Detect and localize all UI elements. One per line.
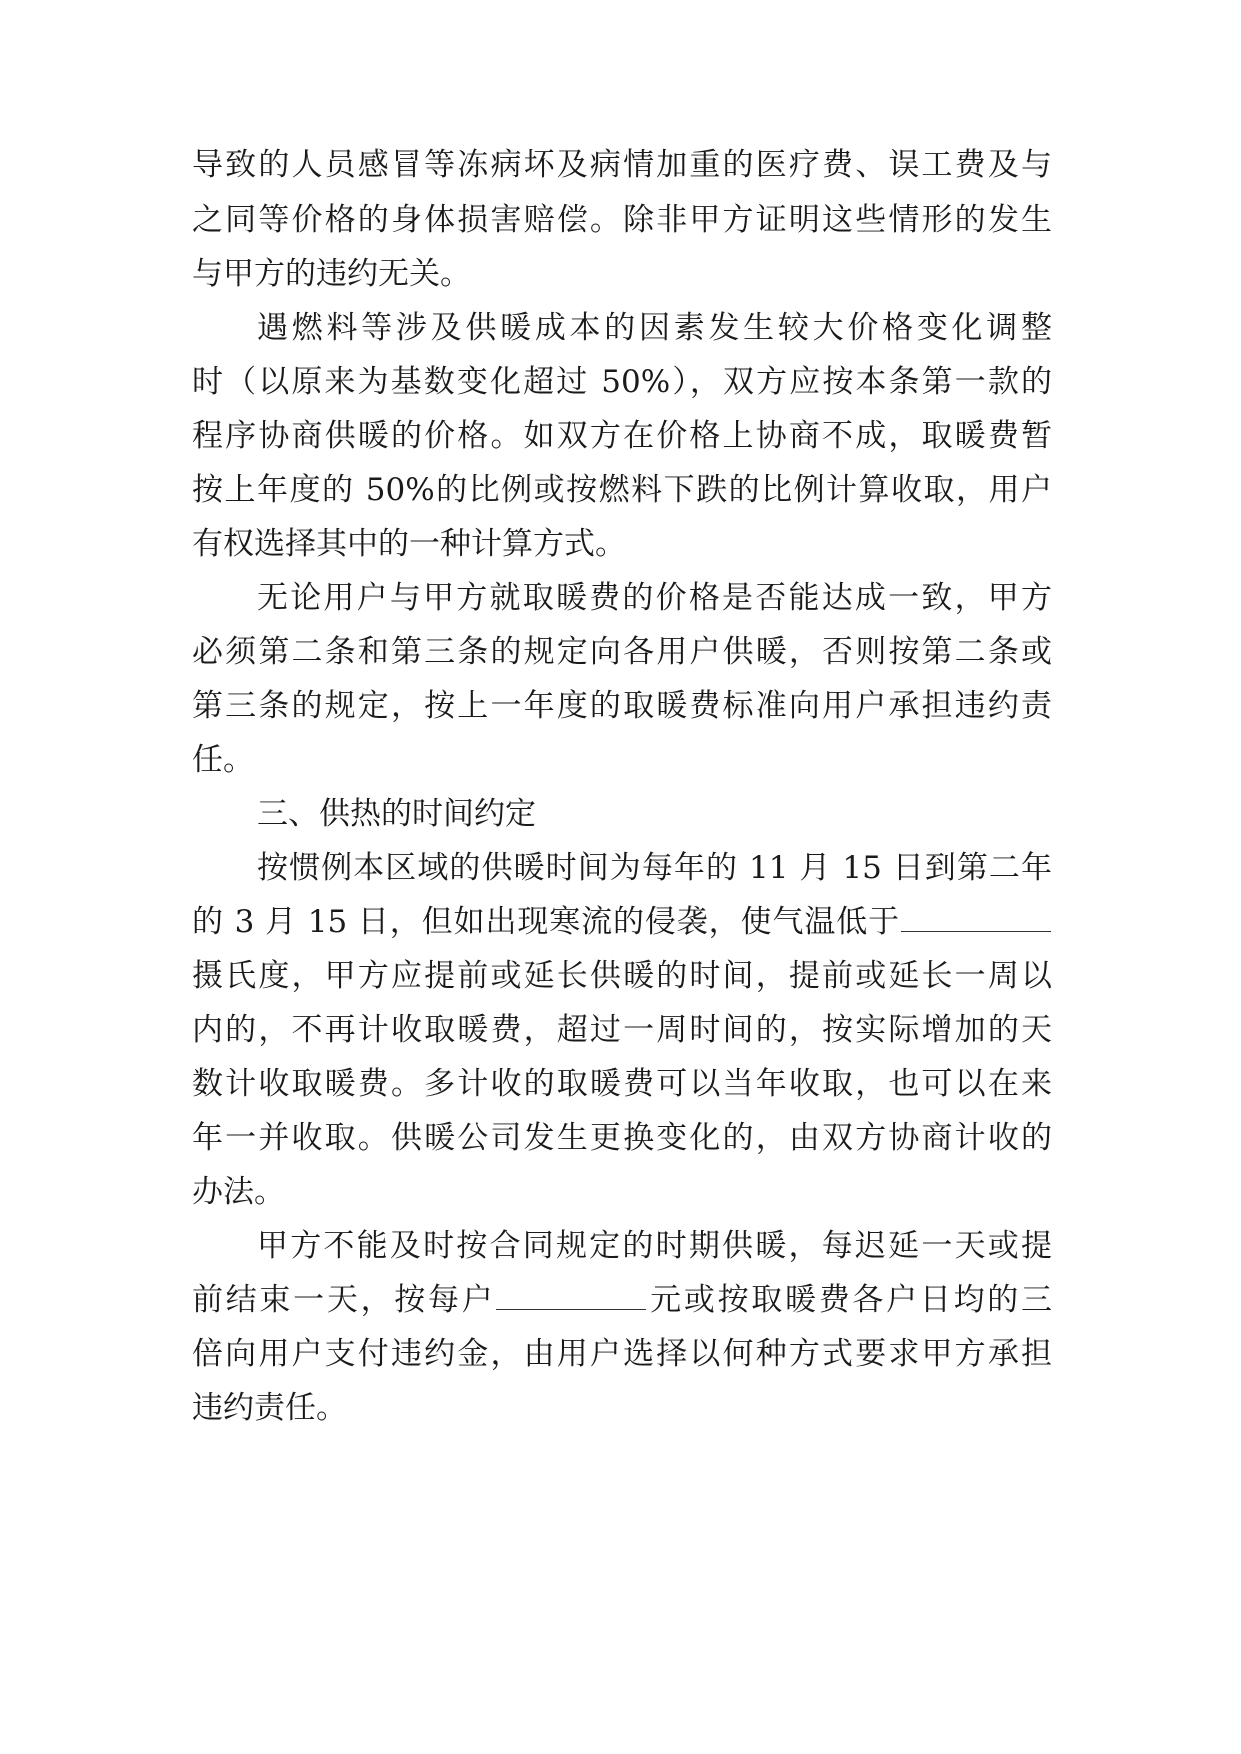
paragraph-1-line-2: 之同等价格的身体损害赔偿。除非甲方证明这些情形的发生 — [192, 202, 1052, 238]
paragraph-4-line-5: 数计收取暖费。多计收的取暖费可以当年收取，也可以在来 — [192, 1066, 1052, 1102]
paragraph-5-line-2 — [192, 1270, 1052, 1330]
paragraph-5-line-4: 违约责任。 — [192, 1390, 347, 1426]
paragraph-2-line-4: 按上年度的 50%的比例或按燃料下跌的比例计算收取，用户 — [192, 472, 1052, 508]
section-heading-3: 三、供热的时间约定 — [257, 796, 536, 832]
paragraph-4-line-6: 年一并收取。供暖公司发生更换变化的，由双方协商计收的 — [192, 1120, 1052, 1156]
paragraph-1-line-1: 导致的人员感冒等冻病坏及病情加重的医疗费、误工费及与 — [192, 147, 1052, 183]
paragraph-2-line-3: 程序协商供暖的价格。如双方在价格上协商不成，取暖费暂 — [192, 418, 1052, 454]
paragraph-4-line-7: 办法。 — [192, 1174, 285, 1210]
paragraph-5-line-1: 甲方不能及时按合同规定的时期供暖，每迟延一天或提 — [257, 1228, 1052, 1264]
paragraph-2-line-1: 遇燃料等涉及供暖成本的因素发生较大价格变化调整 — [257, 310, 1052, 346]
temperature-blank-field[interactable] — [901, 903, 1051, 932]
paragraph-3-line-2: 必须第二条和第三条的规定向各用户供暖，否则按第二条或 — [192, 634, 1052, 670]
paragraph-5-line-2-text-a: 前结束一天，按每户 — [192, 1282, 496, 1318]
paragraph-3-line-4: 任。 — [192, 742, 254, 778]
paragraph-1-line-3: 与甲方的违约无关。 — [192, 256, 471, 292]
paragraph-5-line-2-text-b: 元或按取暖费各户日均的三 — [647, 1282, 1053, 1318]
paragraph-4-line-1: 按惯例本区域的供暖时间为每年的 11 月 15 日到第二年 — [257, 850, 1052, 886]
paragraph-3-line-1: 无论用户与甲方就取暖费的价格是否能达成一致，甲方 — [257, 580, 1052, 616]
paragraph-3-line-3: 第三条的规定，按上一年度的取暖费标准向用户承担违约责 — [192, 688, 1052, 724]
paragraph-4-line-2 — [192, 892, 1052, 952]
paragraph-2-line-5: 有权选择其中的一种计算方式。 — [192, 526, 626, 562]
paragraph-4-line-4: 内的，不再计收取暖费，超过一周时间的，按实际增加的天 — [192, 1012, 1052, 1048]
paragraph-2-line-2: 时（以原来为基数变化超过 50%），双方应按本条第一款的 — [192, 364, 1052, 400]
penalty-amount-blank-field[interactable] — [496, 1281, 646, 1310]
paragraph-4-line-3: 摄氏度，甲方应提前或延长供暖的时间，提前或延长一周以 — [192, 958, 1052, 994]
paragraph-4-line-2-text: 的 3 月 15 日，但如出现寒流的侵袭，使气温低于 — [192, 904, 900, 940]
paragraph-5-line-3: 倍向用户支付违约金，由用户选择以何种方式要求甲方承担 — [192, 1336, 1052, 1372]
